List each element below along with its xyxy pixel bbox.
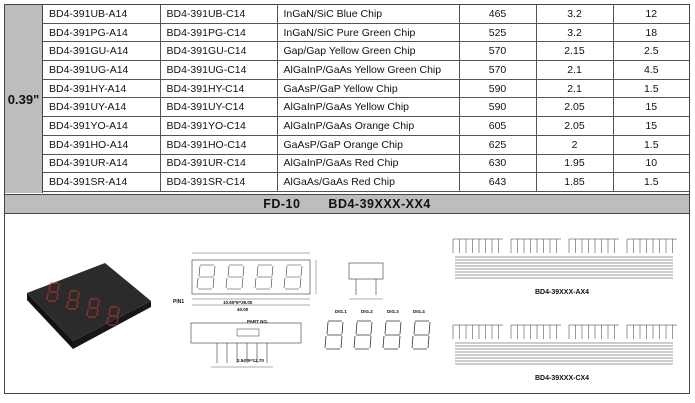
part-number-c-cell: BD4-391UG-C14 <box>160 61 277 80</box>
chip-type-cell: InGaN/SiC Blue Chip <box>277 5 459 23</box>
luminous-intensity-cell: 12 <box>613 5 689 23</box>
part-number-a-cell: BD4-391UG-A14 <box>43 61 160 80</box>
spec-table <box>43 5 689 192</box>
series-model: BD4-39XXX-XX4 <box>328 197 431 211</box>
part-number-a-cell: BD4-391UR-A14 <box>43 154 160 173</box>
table-row <box>43 79 689 98</box>
luminous-intensity-cell: 15 <box>613 117 689 136</box>
table-row <box>43 5 689 23</box>
chip-type-cell: GaAsP/GaP Yellow Chip <box>277 79 459 98</box>
table-row <box>43 42 689 61</box>
luminous-intensity-cell: 18 <box>613 23 689 42</box>
forward-voltage-cell: 2.15 <box>536 42 613 61</box>
chip-type-cell: AlGaAs/GaAs Red Chip <box>277 173 459 192</box>
dim-pitch-label: 2.54*5=12.70 <box>237 358 264 363</box>
wavelength-cell: 643 <box>459 173 536 192</box>
datasheet-panel <box>4 4 690 394</box>
drawings-area <box>5 215 689 393</box>
wavelength-cell: 625 <box>459 135 536 154</box>
front-view-drawing <box>175 247 345 309</box>
table-row <box>43 98 689 117</box>
circuit-top-label: BD4-39XXX-AX4 <box>535 289 590 296</box>
part-number-c-cell: BD4-391YO-C14 <box>160 117 277 136</box>
segment-digit <box>354 321 372 349</box>
digit-label: DIG.1 <box>335 309 347 314</box>
segment-digit <box>325 321 343 349</box>
chip-type-cell: AlGaInP/GaAs Red Chip <box>277 154 459 173</box>
segment-digit <box>197 265 215 289</box>
part-number-a-cell: BD4-391GU-A14 <box>43 42 160 61</box>
segment-digit <box>412 321 430 349</box>
wavelength-cell: 465 <box>459 5 536 23</box>
forward-voltage-cell: 2.05 <box>536 117 613 136</box>
dim-width-label: 10.60*5=39.00 <box>223 300 253 305</box>
chip-type-cell: InGaN/SiC Pure Green Chip <box>277 23 459 42</box>
luminous-intensity-cell: 2.5 <box>613 42 689 61</box>
luminous-intensity-cell: 1.5 <box>613 79 689 98</box>
part-number-a-cell: BD4-391PG-A14 <box>43 23 160 42</box>
table-row <box>43 173 689 192</box>
part-number-c-cell: BD4-391PG-C14 <box>160 23 277 42</box>
chip-type-cell: AlGaInP/GaAs Yellow Chip <box>277 98 459 117</box>
part-number-a-cell: BD4-391HO-A14 <box>43 135 160 154</box>
part-no-label: PART NO. <box>247 319 269 324</box>
digit-label: DIG.3 <box>387 309 399 314</box>
part-number-c-cell: BD4-391HO-C14 <box>160 135 277 154</box>
pin1-label: PIN1 <box>173 299 185 305</box>
size-label-cell <box>5 5 43 193</box>
part-number-c-cell: BD4-391UR-C14 <box>160 154 277 173</box>
table-row <box>43 154 689 173</box>
luminous-intensity-cell: 4.5 <box>613 61 689 80</box>
wavelength-cell: 590 <box>459 79 536 98</box>
part-number-c-cell: BD4-391GU-C14 <box>160 42 277 61</box>
wavelength-cell: 570 <box>459 42 536 61</box>
digit-label: DIG.4 <box>413 309 425 314</box>
chip-type-cell: Gap/Gap Yellow Green Chip <box>277 42 459 61</box>
wavelength-cell: 590 <box>459 98 536 117</box>
series-code: FD-10 <box>263 197 301 211</box>
part-number-c-cell: BD4-391UY-C14 <box>160 98 277 117</box>
size-label: 0.39" <box>7 91 40 107</box>
forward-voltage-cell: 1.95 <box>536 154 613 173</box>
part-number-a-cell: BD4-391UY-A14 <box>43 98 160 117</box>
part-number-a-cell: BD4-391UB-A14 <box>43 5 160 23</box>
luminous-intensity-cell: 10 <box>613 154 689 173</box>
forward-voltage-cell: 2.05 <box>536 98 613 117</box>
segment-digit <box>284 265 302 289</box>
spec-table-body <box>43 5 689 191</box>
segment-map-drawing <box>317 307 447 367</box>
segment-digit <box>226 265 244 289</box>
table-row <box>43 117 689 136</box>
product-photo <box>19 245 159 355</box>
wavelength-cell: 570 <box>459 61 536 80</box>
side-view-drawing <box>343 257 393 305</box>
digit-label: DIG.2 <box>361 309 373 314</box>
segment-digit <box>255 265 273 289</box>
forward-voltage-cell: 3.2 <box>536 23 613 42</box>
forward-voltage-cell: 1.85 <box>536 173 613 192</box>
wavelength-cell: 525 <box>459 23 536 42</box>
chip-type-cell: GaAsP/GaP Orange Chip <box>277 135 459 154</box>
table-row <box>43 135 689 154</box>
part-number-c-cell: BD4-391HY-C14 <box>160 79 277 98</box>
part-number-a-cell: BD4-391YO-A14 <box>43 117 160 136</box>
bottom-view-drawing <box>177 317 317 379</box>
luminous-intensity-cell: 1.5 <box>613 173 689 192</box>
circuit-diagram-top <box>447 229 683 291</box>
forward-voltage-cell: 2.1 <box>536 79 613 98</box>
part-number-a-cell: BD4-391HY-A14 <box>43 79 160 98</box>
part-number-a-cell: BD4-391SR-A14 <box>43 173 160 192</box>
luminous-intensity-cell: 1.5 <box>613 135 689 154</box>
part-number-c-cell: BD4-391SR-C14 <box>160 173 277 192</box>
wavelength-cell: 605 <box>459 117 536 136</box>
circuit-diagram-bottom <box>447 315 683 377</box>
dim-total-label: 40.00 <box>237 307 249 312</box>
chip-type-cell: AlGaInP/GaAs Orange Chip <box>277 117 459 136</box>
table-row <box>43 23 689 42</box>
forward-voltage-cell: 2.1 <box>536 61 613 80</box>
part-number-c-cell: BD4-391UB-C14 <box>160 5 277 23</box>
series-bar <box>5 194 689 214</box>
luminous-intensity-cell: 15 <box>613 98 689 117</box>
forward-voltage-cell: 3.2 <box>536 5 613 23</box>
table-row <box>43 61 689 80</box>
circuit-bottom-label: BD4-39XXX-CX4 <box>535 375 590 382</box>
forward-voltage-cell: 2 <box>536 135 613 154</box>
wavelength-cell: 630 <box>459 154 536 173</box>
segment-digit <box>383 321 401 349</box>
chip-type-cell: AlGaInP/GaAs Yellow Green Chip <box>277 61 459 80</box>
